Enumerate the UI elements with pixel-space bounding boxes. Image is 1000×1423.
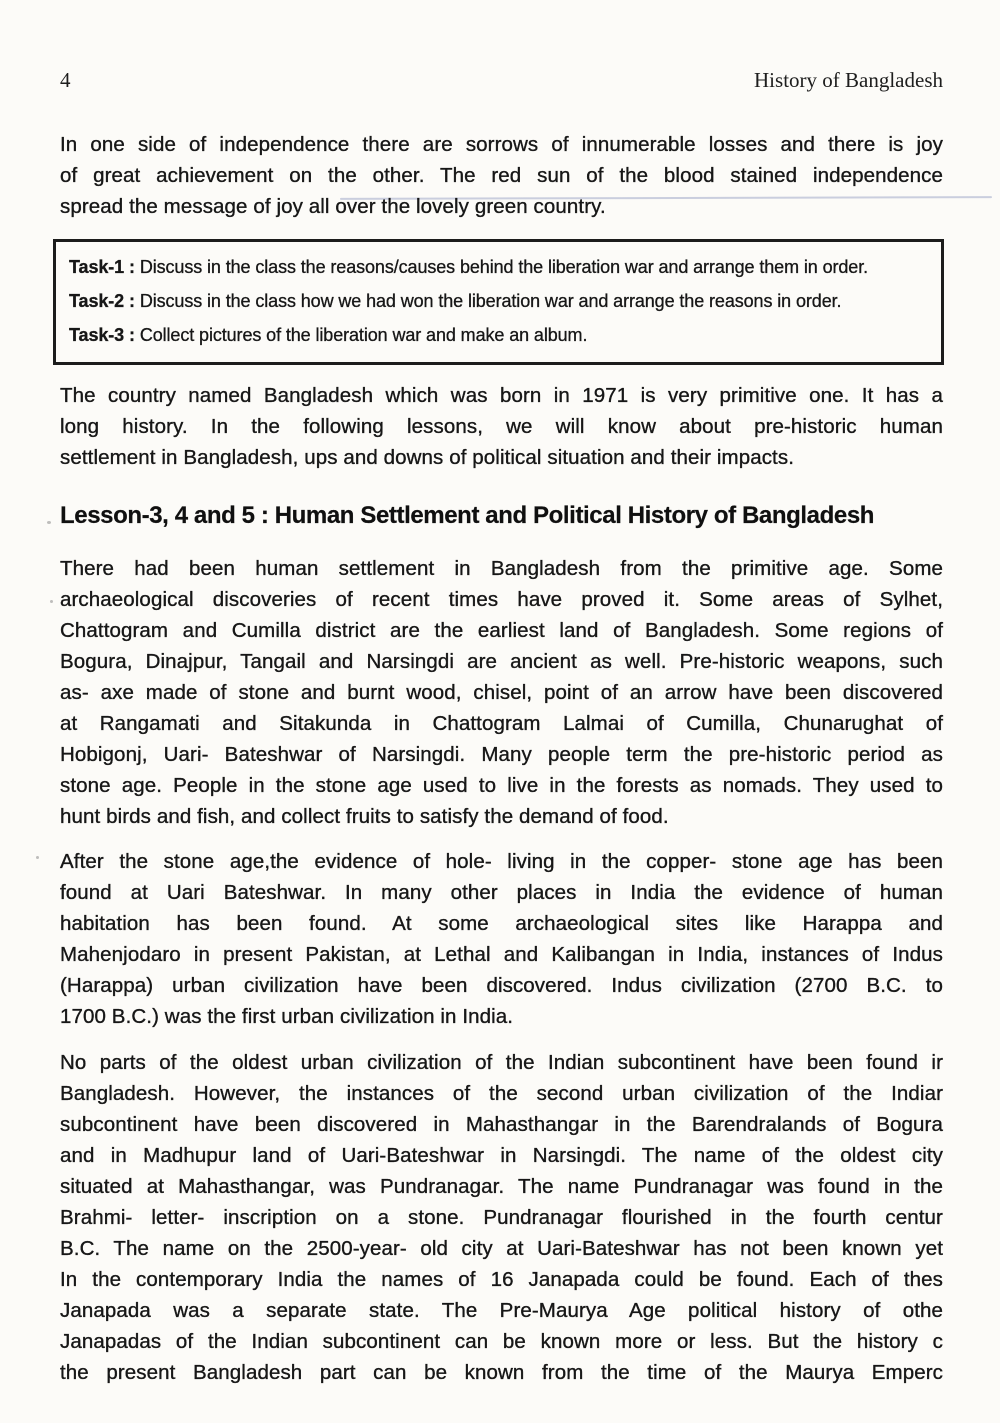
text-line: spread the message of joy all over the lovely green country. — [60, 195, 606, 218]
text-line: subcontinent have been discovered in Mahasthangar in the Barendralands of Bogura — [60, 1112, 943, 1136]
text-line: hunt birds and fish, and collect fruits to satisfy the demand of food. — [60, 804, 669, 828]
page-number: 4 — [60, 68, 71, 92]
urban-civilization-paragraph — [60, 1047, 943, 1388]
scan-speck — [36, 856, 39, 859]
task-item-1 — [69, 250, 931, 284]
text-line: archaeological discoveries of recent times have proved it. Some areas of Sylhet, — [60, 587, 943, 611]
page-content — [60, 0, 943, 1388]
book-title: History of Bangladesh — [754, 68, 943, 92]
text-line: Bangladesh. However, the instances of the second urban civilization of the Indiar — [60, 1081, 943, 1105]
lesson-heading: Lesson-3, 4 and 5 : Human Settlement and Political History of Bangladesh — [60, 502, 875, 529]
text-line: Hobigonj, Uari- Bateshwar of Narsingdi. Many people term the pre-historic period as — [60, 742, 943, 766]
intro-paragraph — [60, 129, 943, 222]
settlement-paragraph — [60, 553, 943, 832]
text-line: situated at Mahasthangar, was Pundranagar. The name Pundranagar was found in the — [60, 1174, 943, 1198]
text-line: In the contemporary India the names of 16 Janapada could be found. Each of thes — [60, 1267, 943, 1291]
text-line: Chattogram and Cumilla district are the earliest land of Bangladesh. Some regions of — [60, 618, 943, 642]
scan-speck — [47, 521, 51, 524]
text-line: habitation has been found. At some archaeological sites like Harappa and — [60, 911, 943, 935]
text-line: B.C. The name on the 2500-year- old city at Uari-Bateshwar has not been known yet — [60, 1236, 943, 1260]
scan-speck — [50, 600, 53, 603]
text-line: 1700 B.C.) was the first urban civilization in India. — [60, 1004, 514, 1028]
task-3-label: Task-3 : — [69, 325, 135, 345]
text-line: No parts of the oldest urban civilization of the Indian subcontinent have been found ir — [60, 1050, 943, 1074]
task-1-label: Task-1 : — [69, 257, 135, 277]
page-header — [60, 0, 943, 93]
task-item-3 — [69, 318, 931, 352]
text-line: After the stone age,the evidence of hole- living in the copper- stone age has been — [60, 849, 943, 873]
stone-age-paragraph — [60, 846, 943, 1032]
text-line: Bogura, Dinajpur, Tangail and Narsingdi are ancient as well. Pre-historic weapons, such — [60, 649, 943, 673]
text-line: Mahenjodaro in present Pakistan, at Lethal and Kalibangan in India, instances of Indus — [60, 942, 943, 966]
born-1971-paragraph — [60, 380, 943, 473]
text-line: The country named Bangladesh which was born in 1971 is very primitive one. It has a — [60, 384, 943, 407]
task-box — [53, 239, 944, 365]
task-3-text: Collect pictures of the liberation war and make an album. — [139, 325, 588, 345]
text-line: as- axe made of stone and burnt wood, chisel, point of an arrow have been discovered — [60, 680, 943, 704]
text-line: There had been human settlement in Bangladesh from the primitive age. Some — [60, 556, 943, 580]
text-line: Janapada was a separate state. The Pre-Maurya Age political history of othe — [60, 1298, 943, 1322]
text-line: at Rangamati and Sitakunda in Chattogram Lalmai of Cumilla, Chunarughat of — [60, 711, 943, 735]
text-line: of great achievement on the other. The red sun of the blood stained independence — [60, 164, 943, 187]
task-item-2 — [69, 284, 931, 318]
text-line: the present Bangladesh part can be known from the time of the Maurya Emperc — [60, 1360, 943, 1384]
text-line: settlement in Bangladesh, ups and downs of political situation and their impacts. — [60, 446, 794, 469]
task-1-text: Discuss in the class the reasons/causes behind the liberation war and arrange them in order. — [139, 257, 869, 277]
text-line: long history. In the following lessons, we will know about pre-historic human — [60, 415, 943, 438]
text-line: Janapadas of the Indian subcontinent can be known more or less. But the history c — [60, 1329, 943, 1353]
text-line: found at Uari Bateshwar. In many other places in India the evidence of human — [60, 880, 943, 904]
text-line: and in Madhupur land of Uari-Bateshwar in Narsingdi. The name of the oldest city — [60, 1143, 943, 1167]
text-line: stone age. People in the stone age used to live in the forests as nomads. They used to — [60, 773, 943, 797]
task-2-text: Discuss in the class how we had won the liberation war and arrange the reasons in order. — [139, 291, 842, 311]
text-line: In one side of independence there are sorrows of innumerable losses and there is joy — [60, 133, 943, 156]
text-line: (Harappa) urban civilization have been discovered. Indus civilization (2700 B.C. to — [60, 973, 943, 997]
text-line: Brahmi- letter- inscription on a stone. Pundranagar flourished in the fourth centur — [60, 1205, 943, 1229]
task-2-label: Task-2 : — [69, 291, 135, 311]
